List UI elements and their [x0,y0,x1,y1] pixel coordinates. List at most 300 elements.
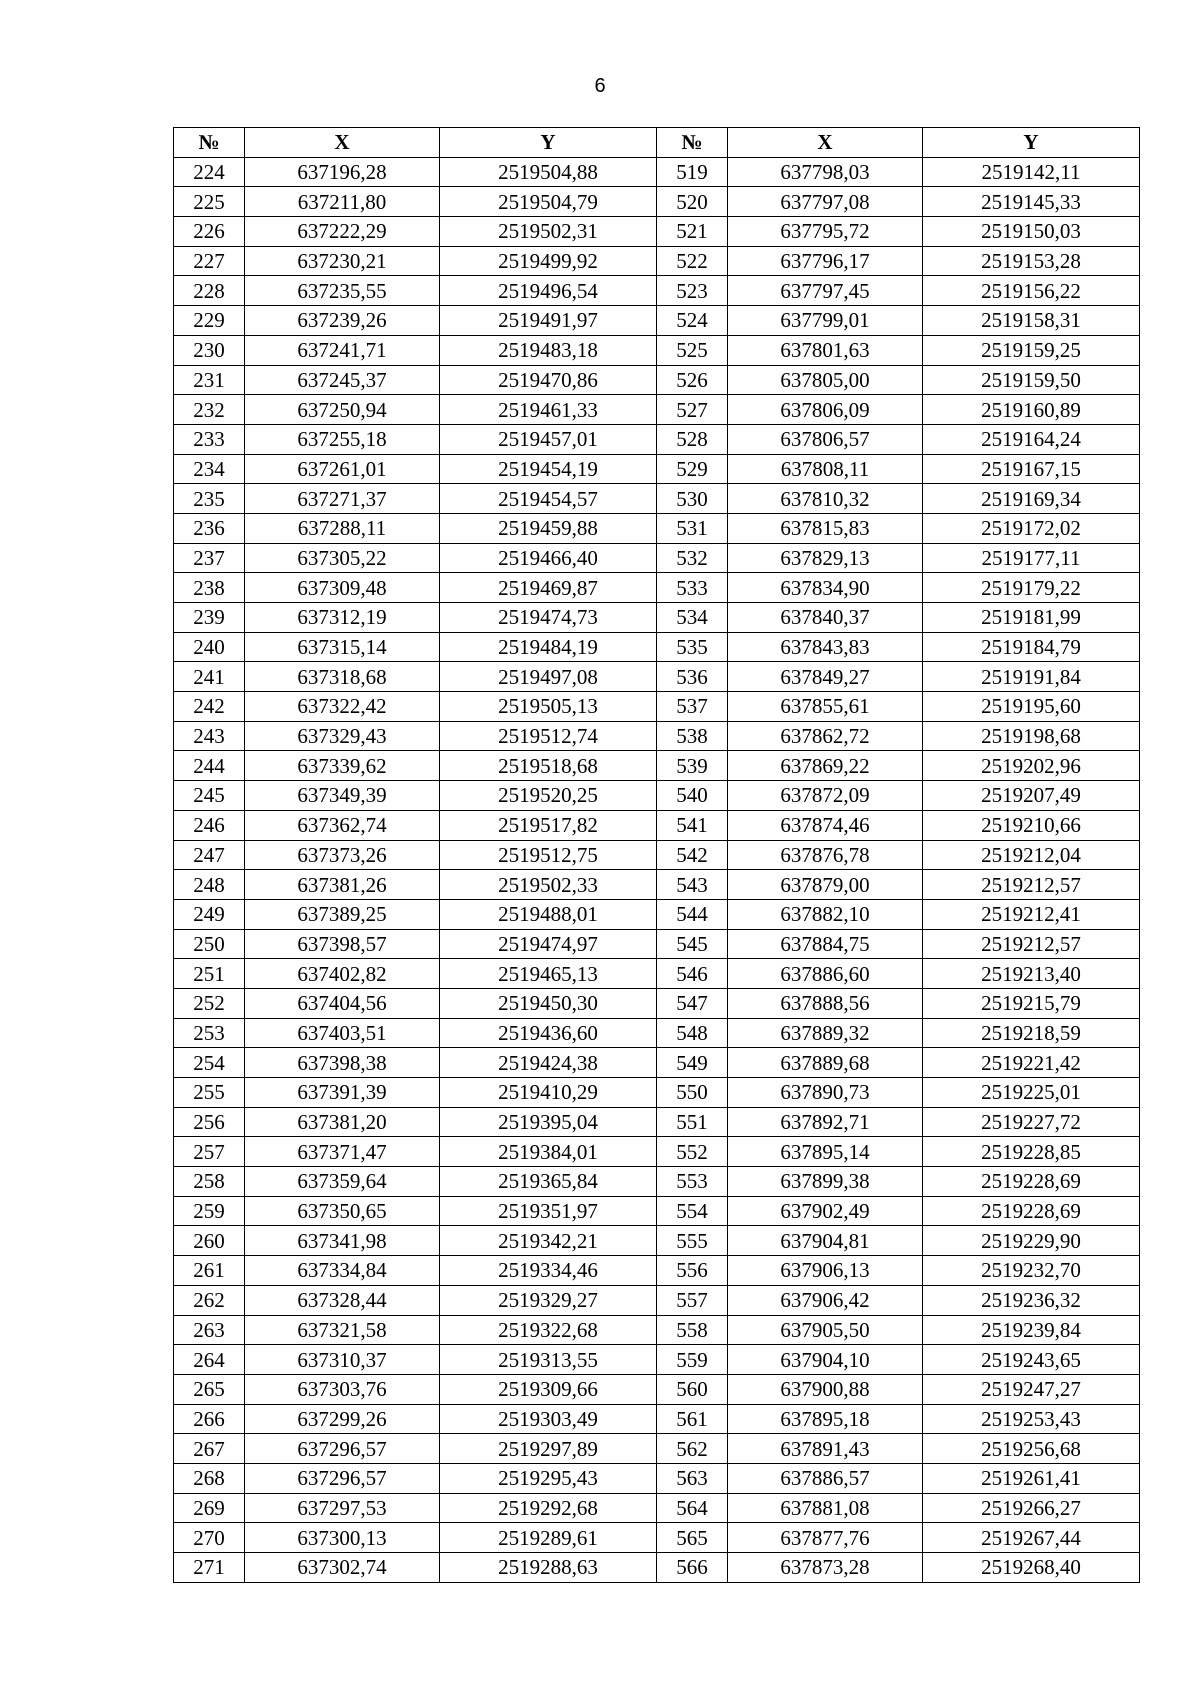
cell-number-left: 247 [174,840,245,870]
cell-number-right: 551 [657,1107,728,1137]
cell-number-left: 241 [174,662,245,692]
cell-number-right: 528 [657,424,728,454]
cell-number-right: 521 [657,217,728,247]
cell-y-left: 2519322,68 [440,1315,657,1345]
cell-y-left: 2519518,68 [440,751,657,781]
cell-number-left: 269 [174,1493,245,1523]
cell-number-left: 224 [174,157,245,187]
cell-y-right: 2519198,68 [923,721,1140,751]
cell-number-right: 541 [657,810,728,840]
cell-number-right: 565 [657,1523,728,1553]
cell-number-right: 537 [657,692,728,722]
table-row [174,1493,1140,1523]
cell-x-left: 637230,21 [245,246,440,276]
cell-y-right: 2519181,99 [923,603,1140,633]
cell-y-left: 2519470,86 [440,365,657,395]
table-row [174,1523,1140,1553]
cell-number-right: 532 [657,543,728,573]
cell-x-right: 637801,63 [728,335,923,365]
cell-y-right: 2519228,69 [923,1167,1140,1197]
cell-x-right: 637796,17 [728,246,923,276]
table-row [174,721,1140,751]
cell-number-right: 561 [657,1404,728,1434]
cell-x-right: 637876,78 [728,840,923,870]
cell-number-right: 555 [657,1226,728,1256]
table-row [174,1167,1140,1197]
cell-number-left: 225 [174,187,245,217]
cell-x-right: 637810,32 [728,484,923,514]
cell-y-right: 2519179,22 [923,573,1140,603]
cell-x-left: 637315,14 [245,632,440,662]
cell-x-right: 637879,00 [728,870,923,900]
header-number-left: № [174,128,245,158]
cell-y-right: 2519142,11 [923,157,1140,187]
cell-y-left: 2519292,68 [440,1493,657,1523]
cell-x-right: 637895,14 [728,1137,923,1167]
header-y-left: Y [440,128,657,158]
table-row [174,513,1140,543]
table-row [174,306,1140,336]
cell-y-right: 2519213,40 [923,959,1140,989]
cell-number-left: 266 [174,1404,245,1434]
cell-number-right: 562 [657,1434,728,1464]
header-number-right: № [657,128,728,158]
cell-number-right: 523 [657,276,728,306]
cell-x-right: 637862,72 [728,721,923,751]
cell-x-left: 637296,57 [245,1463,440,1493]
cell-number-left: 227 [174,246,245,276]
cell-x-left: 637255,18 [245,424,440,454]
cell-x-left: 637271,37 [245,484,440,514]
cell-x-left: 637297,53 [245,1493,440,1523]
cell-y-left: 2519496,54 [440,276,657,306]
cell-number-right: 553 [657,1167,728,1197]
cell-x-left: 637296,57 [245,1434,440,1464]
cell-x-left: 637239,26 [245,306,440,336]
cell-x-left: 637398,38 [245,1048,440,1078]
cell-number-left: 234 [174,454,245,484]
table-row [174,1018,1140,1048]
table-row [174,899,1140,929]
table-row [174,1107,1140,1137]
cell-x-left: 637341,98 [245,1226,440,1256]
cell-number-left: 226 [174,217,245,247]
cell-x-left: 637334,84 [245,1256,440,1286]
cell-x-left: 637250,94 [245,395,440,425]
cell-x-left: 637404,56 [245,988,440,1018]
cell-x-right: 637905,50 [728,1315,923,1345]
cell-y-right: 2519145,33 [923,187,1140,217]
cell-y-right: 2519156,22 [923,276,1140,306]
cell-y-left: 2519436,60 [440,1018,657,1048]
table-row [174,603,1140,633]
cell-x-right: 637806,09 [728,395,923,425]
cell-x-right: 637888,56 [728,988,923,1018]
cell-x-left: 637235,55 [245,276,440,306]
cell-number-right: 530 [657,484,728,514]
table-row [174,395,1140,425]
cell-x-left: 637318,68 [245,662,440,692]
cell-y-left: 2519297,89 [440,1434,657,1464]
cell-x-right: 637881,08 [728,1493,923,1523]
cell-x-right: 637884,75 [728,929,923,959]
cell-y-left: 2519450,30 [440,988,657,1018]
table-row [174,1463,1140,1493]
cell-x-left: 637299,26 [245,1404,440,1434]
cell-x-left: 637222,29 [245,217,440,247]
cell-y-right: 2519261,41 [923,1463,1140,1493]
cell-number-left: 239 [174,603,245,633]
cell-y-left: 2519342,21 [440,1226,657,1256]
cell-number-right: 519 [657,157,728,187]
cell-y-right: 2519212,04 [923,840,1140,870]
cell-number-right: 546 [657,959,728,989]
cell-x-right: 637795,72 [728,217,923,247]
cell-x-left: 637328,44 [245,1285,440,1315]
cell-y-left: 2519289,61 [440,1523,657,1553]
cell-number-left: 258 [174,1167,245,1197]
cell-y-left: 2519424,38 [440,1048,657,1078]
cell-number-left: 235 [174,484,245,514]
cell-x-left: 637303,76 [245,1374,440,1404]
cell-x-left: 637402,82 [245,959,440,989]
cell-number-left: 248 [174,870,245,900]
cell-y-left: 2519454,19 [440,454,657,484]
table-row [174,424,1140,454]
cell-y-left: 2519484,19 [440,632,657,662]
cell-x-right: 637886,57 [728,1463,923,1493]
table-row [174,276,1140,306]
cell-y-left: 2519384,01 [440,1137,657,1167]
cell-y-left: 2519461,33 [440,395,657,425]
cell-x-right: 637815,83 [728,513,923,543]
cell-number-left: 254 [174,1048,245,1078]
cell-x-left: 637339,62 [245,751,440,781]
cell-number-right: 563 [657,1463,728,1493]
cell-x-left: 637305,22 [245,543,440,573]
cell-y-left: 2519351,97 [440,1196,657,1226]
table-row [174,1196,1140,1226]
table-row [174,751,1140,781]
cell-y-right: 2519266,27 [923,1493,1140,1523]
cell-y-left: 2519303,49 [440,1404,657,1434]
cell-x-left: 637350,65 [245,1196,440,1226]
table-row [174,662,1140,692]
cell-number-right: 554 [657,1196,728,1226]
table-row [174,1256,1140,1286]
cell-number-left: 252 [174,988,245,1018]
cell-y-right: 2519159,50 [923,365,1140,395]
cell-number-left: 257 [174,1137,245,1167]
cell-y-left: 2519474,73 [440,603,657,633]
table-row [174,157,1140,187]
cell-number-right: 560 [657,1374,728,1404]
cell-y-left: 2519465,13 [440,959,657,989]
cell-number-right: 543 [657,870,728,900]
cell-y-left: 2519491,97 [440,306,657,336]
cell-number-left: 259 [174,1196,245,1226]
cell-x-right: 637906,13 [728,1256,923,1286]
cell-number-left: 228 [174,276,245,306]
cell-y-left: 2519313,55 [440,1345,657,1375]
cell-y-right: 2519159,25 [923,335,1140,365]
cell-number-left: 267 [174,1434,245,1464]
cell-x-right: 637840,37 [728,603,923,633]
table-row [174,1137,1140,1167]
cell-y-left: 2519295,43 [440,1463,657,1493]
cell-y-right: 2519169,34 [923,484,1140,514]
cell-x-right: 637900,88 [728,1374,923,1404]
cell-number-left: 265 [174,1374,245,1404]
cell-x-left: 637381,26 [245,870,440,900]
cell-number-left: 263 [174,1315,245,1345]
cell-x-left: 637371,47 [245,1137,440,1167]
table-row [174,246,1140,276]
table-row [174,781,1140,811]
cell-y-right: 2519212,57 [923,870,1140,900]
cell-number-right: 524 [657,306,728,336]
cell-y-left: 2519499,92 [440,246,657,276]
cell-y-left: 2519520,25 [440,781,657,811]
cell-y-right: 2519221,42 [923,1048,1140,1078]
cell-number-left: 251 [174,959,245,989]
cell-x-right: 637890,73 [728,1078,923,1108]
table-row [174,484,1140,514]
table-row [174,454,1140,484]
table-row [174,573,1140,603]
cell-y-right: 2519207,49 [923,781,1140,811]
cell-number-left: 243 [174,721,245,751]
cell-y-right: 2519215,79 [923,988,1140,1018]
cell-y-right: 2519256,68 [923,1434,1140,1464]
cell-x-right: 637906,42 [728,1285,923,1315]
cell-number-right: 556 [657,1256,728,1286]
cell-x-right: 637872,09 [728,781,923,811]
cell-x-left: 637321,58 [245,1315,440,1345]
cell-number-left: 256 [174,1107,245,1137]
cell-number-right: 539 [657,751,728,781]
cell-number-right: 550 [657,1078,728,1108]
cell-y-left: 2519329,27 [440,1285,657,1315]
cell-number-right: 564 [657,1493,728,1523]
table-row [174,365,1140,395]
cell-x-right: 637855,61 [728,692,923,722]
cell-y-right: 2519167,15 [923,454,1140,484]
cell-x-left: 637312,19 [245,603,440,633]
cell-y-left: 2519512,74 [440,721,657,751]
cell-y-left: 2519474,97 [440,929,657,959]
cell-y-right: 2519232,70 [923,1256,1140,1286]
cell-y-left: 2519334,46 [440,1256,657,1286]
cell-y-left: 2519512,75 [440,840,657,870]
coordinates-table [173,127,1140,1583]
cell-y-right: 2519228,85 [923,1137,1140,1167]
cell-x-left: 637302,74 [245,1553,440,1583]
cell-number-left: 244 [174,751,245,781]
cell-y-left: 2519505,13 [440,692,657,722]
cell-x-left: 637329,43 [245,721,440,751]
table-row [174,543,1140,573]
cell-y-left: 2519488,01 [440,899,657,929]
cell-x-left: 637389,25 [245,899,440,929]
table-row [174,870,1140,900]
table-row [174,929,1140,959]
page-number: 6 [594,75,606,97]
cell-number-left: 230 [174,335,245,365]
header-y-right: Y [923,128,1140,158]
cell-y-right: 2519160,89 [923,395,1140,425]
cell-y-right: 2519243,65 [923,1345,1140,1375]
cell-y-left: 2519288,63 [440,1553,657,1583]
cell-number-right: 526 [657,365,728,395]
table-body [174,157,1140,1582]
cell-number-right: 545 [657,929,728,959]
cell-x-right: 637806,57 [728,424,923,454]
table-row [174,1434,1140,1464]
cell-y-left: 2519457,01 [440,424,657,454]
cell-y-left: 2519502,31 [440,217,657,247]
cell-x-right: 637798,03 [728,157,923,187]
cell-y-right: 2519150,03 [923,217,1140,247]
header-x-right: X [728,128,923,158]
cell-x-right: 637886,60 [728,959,923,989]
cell-x-left: 637391,39 [245,1078,440,1108]
cell-x-left: 637381,20 [245,1107,440,1137]
cell-y-right: 2519212,57 [923,929,1140,959]
cell-x-right: 637849,27 [728,662,923,692]
cell-y-right: 2519195,60 [923,692,1140,722]
cell-x-right: 637805,00 [728,365,923,395]
cell-number-left: 240 [174,632,245,662]
cell-number-right: 531 [657,513,728,543]
cell-y-right: 2519164,24 [923,424,1140,454]
cell-number-right: 536 [657,662,728,692]
cell-x-left: 637398,57 [245,929,440,959]
cell-number-right: 534 [657,603,728,633]
cell-y-right: 2519210,66 [923,810,1140,840]
cell-x-right: 637889,68 [728,1048,923,1078]
cell-number-left: 242 [174,692,245,722]
cell-number-right: 552 [657,1137,728,1167]
cell-x-left: 637403,51 [245,1018,440,1048]
cell-number-left: 261 [174,1256,245,1286]
cell-number-left: 264 [174,1345,245,1375]
cell-x-right: 637899,38 [728,1167,923,1197]
cell-y-right: 2519228,69 [923,1196,1140,1226]
cell-y-left: 2519454,57 [440,484,657,514]
table-row [174,1374,1140,1404]
cell-x-left: 637261,01 [245,454,440,484]
cell-number-left: 249 [174,899,245,929]
cell-x-right: 637889,32 [728,1018,923,1048]
table-row [174,187,1140,217]
cell-y-right: 2519153,28 [923,246,1140,276]
cell-y-right: 2519191,84 [923,662,1140,692]
table-row [174,1078,1140,1108]
cell-number-left: 268 [174,1463,245,1493]
cell-x-right: 637797,08 [728,187,923,217]
cell-number-right: 566 [657,1553,728,1583]
cell-x-right: 637895,18 [728,1404,923,1434]
cell-y-left: 2519466,40 [440,543,657,573]
cell-y-left: 2519497,08 [440,662,657,692]
cell-x-right: 637843,83 [728,632,923,662]
cell-number-left: 236 [174,513,245,543]
cell-number-left: 271 [174,1553,245,1583]
table-row [174,1285,1140,1315]
cell-y-left: 2519469,87 [440,573,657,603]
cell-number-left: 250 [174,929,245,959]
cell-x-right: 637891,43 [728,1434,923,1464]
table-header-row [174,128,1140,158]
cell-y-right: 2519172,02 [923,513,1140,543]
cell-x-left: 637288,11 [245,513,440,543]
cell-number-left: 238 [174,573,245,603]
cell-y-left: 2519504,88 [440,157,657,187]
cell-number-left: 233 [174,424,245,454]
cell-number-right: 527 [657,395,728,425]
table-row [174,959,1140,989]
cell-y-right: 2519236,32 [923,1285,1140,1315]
cell-number-left: 255 [174,1078,245,1108]
cell-number-left: 270 [174,1523,245,1553]
cell-number-right: 535 [657,632,728,662]
cell-number-right: 533 [657,573,728,603]
cell-x-left: 637196,28 [245,157,440,187]
cell-x-right: 637904,10 [728,1345,923,1375]
cell-x-right: 637882,10 [728,899,923,929]
cell-number-left: 245 [174,781,245,811]
cell-number-left: 231 [174,365,245,395]
table-row [174,1226,1140,1256]
table-row [174,1553,1140,1583]
cell-y-right: 2519158,31 [923,306,1140,336]
cell-y-left: 2519483,18 [440,335,657,365]
cell-x-left: 637373,26 [245,840,440,870]
cell-number-left: 253 [174,1018,245,1048]
cell-x-right: 637797,45 [728,276,923,306]
cell-x-left: 637309,48 [245,573,440,603]
cell-number-right: 529 [657,454,728,484]
cell-x-right: 637874,46 [728,810,923,840]
cell-number-left: 229 [174,306,245,336]
cell-x-right: 637877,76 [728,1523,923,1553]
cell-x-right: 637873,28 [728,1553,923,1583]
cell-number-right: 544 [657,899,728,929]
cell-y-right: 2519247,27 [923,1374,1140,1404]
cell-y-left: 2519395,04 [440,1107,657,1137]
cell-x-left: 637322,42 [245,692,440,722]
cell-x-right: 637799,01 [728,306,923,336]
table-row [174,840,1140,870]
cell-x-left: 637245,37 [245,365,440,395]
cell-y-left: 2519517,82 [440,810,657,840]
cell-y-right: 2519218,59 [923,1018,1140,1048]
cell-y-left: 2519410,29 [440,1078,657,1108]
cell-number-right: 547 [657,988,728,1018]
cell-number-right: 548 [657,1018,728,1048]
cell-number-right: 538 [657,721,728,751]
cell-x-right: 637829,13 [728,543,923,573]
cell-x-left: 637241,71 [245,335,440,365]
cell-y-right: 2519229,90 [923,1226,1140,1256]
table-row [174,632,1140,662]
cell-y-right: 2519202,96 [923,751,1140,781]
cell-x-right: 637834,90 [728,573,923,603]
cell-y-right: 2519225,01 [923,1078,1140,1108]
cell-y-right: 2519184,79 [923,632,1140,662]
cell-number-right: 542 [657,840,728,870]
